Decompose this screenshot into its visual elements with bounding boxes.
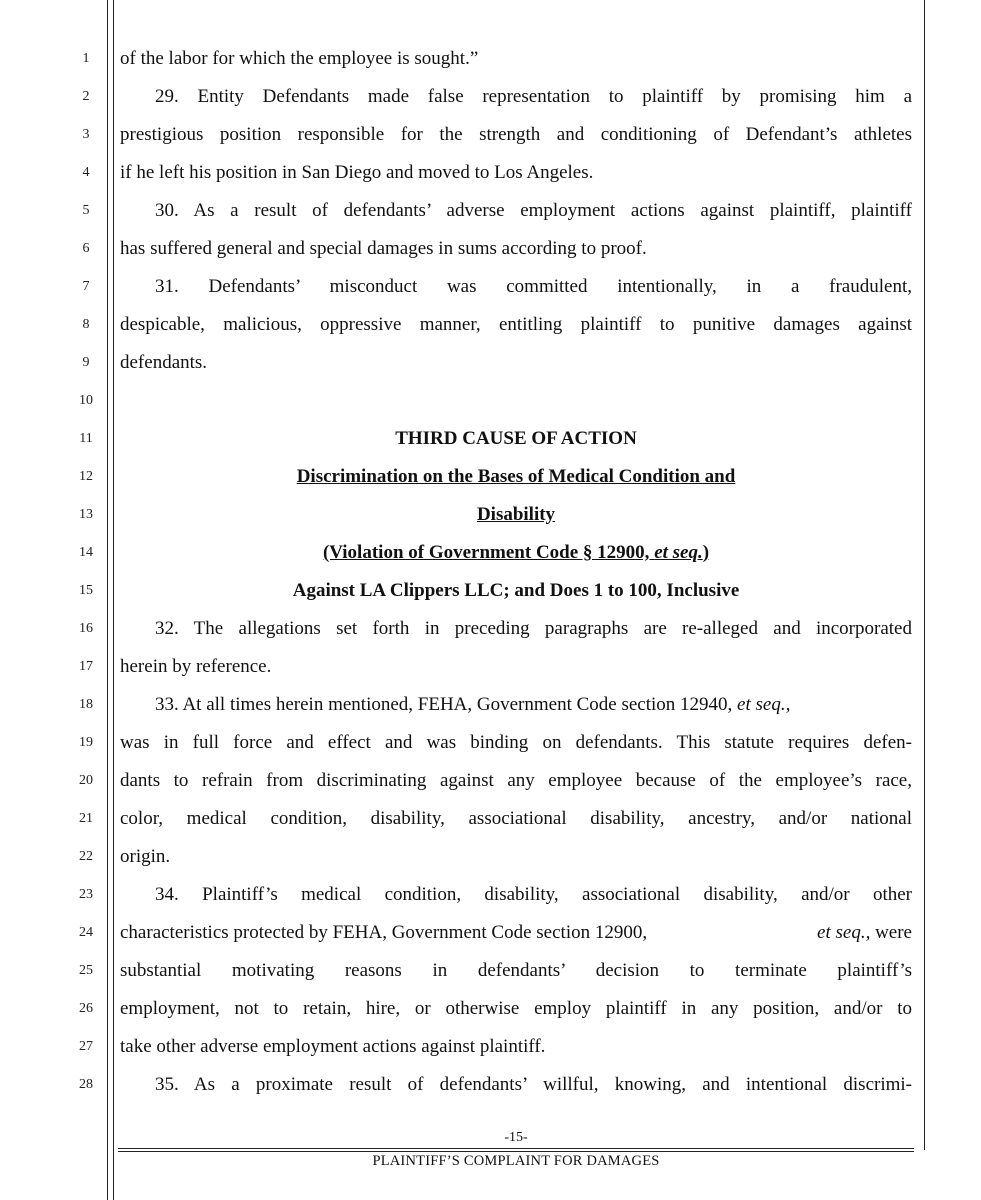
- line-number: 13: [79, 507, 93, 522]
- text-line: employment, not to retain, hire, or otherwise employ plaintiff in any position, and/or to: [120, 998, 912, 1019]
- line-number: 8: [82, 317, 90, 332]
- text-line: take other adverse employment actions against plaintiff.: [120, 1036, 546, 1057]
- text-line: origin.: [120, 846, 171, 867]
- paragraph-34-line: 34. Plaintiff’s medical condition, disability, associational disability, and/or other: [155, 884, 912, 905]
- paragraph-32-line: 32. The allegations set forth in preceding paragraphs are re-alleged and incorporated: [155, 618, 912, 639]
- cause-subtitle-line-1: [120, 458, 912, 496]
- line-number: 15: [79, 583, 93, 598]
- line-number: 28: [79, 1077, 93, 1092]
- text-line: color, medical condition, disability, associational disability, ancestry, and/or national: [120, 808, 912, 829]
- paragraph-33-line: [120, 686, 912, 724]
- paragraph-31-line: 31. Defendants’ misconduct was committed intentionally, in a fraudulent,: [155, 276, 912, 297]
- line-number: 24: [79, 925, 93, 940]
- line-number: 23: [79, 887, 93, 902]
- text-line: was in full force and effect and was binding on defendants. This statute requires defen-: [120, 732, 912, 753]
- line-number: 5: [82, 203, 90, 218]
- et-seq-italic: et seq.,: [817, 922, 871, 943]
- statute-reference-line: [120, 534, 912, 572]
- line-number: 7: [82, 279, 90, 294]
- line-number: 16: [79, 621, 93, 636]
- statute-text: (Violation of Government Code § 12900,: [322, 542, 655, 563]
- footer-rule: [118, 1148, 914, 1149]
- paragraph-29-line: 29. Entity Defendants made false representation to plaintiff by promising him a: [155, 86, 912, 107]
- text-line: despicable, malicious, oppressive manner, entitling plaintiff to punitive damages against: [120, 314, 912, 335]
- line-number: 21: [79, 811, 93, 826]
- text-span: 33. At all times herein mentioned, FEHA, Government Code section 12940,: [155, 694, 738, 715]
- text-line: has suffered general and special damages in sums according to proof.: [120, 238, 647, 259]
- et-seq-italic: et seq.,: [737, 694, 791, 715]
- line-number: 10: [79, 393, 93, 408]
- line-number: 27: [79, 1039, 93, 1054]
- line-number: 18: [79, 697, 93, 712]
- line-number: 9: [82, 355, 90, 370]
- text-line: dants to refrain from discriminating against any employee because of the employee’s race,: [120, 770, 912, 791]
- text-line: prestigious position responsible for the strength and conditioning of Defendant’s athletes: [120, 124, 912, 145]
- line-number: 12: [79, 469, 93, 484]
- line-number: 11: [79, 431, 93, 446]
- page-number: -15-: [504, 1130, 528, 1145]
- line-number: 20: [79, 773, 93, 788]
- text-span: were: [870, 922, 912, 943]
- line-number: 26: [79, 1001, 93, 1016]
- line-number: 1: [82, 51, 90, 66]
- line-number: 17: [79, 659, 93, 674]
- cause-subtitle-line-2: [120, 496, 912, 534]
- left-margin-rule: [107, 0, 108, 1200]
- statute-et-seq: et seq.: [654, 542, 703, 563]
- right-margin-rule: [924, 0, 925, 1150]
- line-number: 3: [82, 127, 90, 142]
- paragraph-35-line: 35. As a proximate result of defendants’ willful, knowing, and intentional discrimi-: [155, 1074, 912, 1095]
- text-line: defendants.: [120, 352, 208, 373]
- text-line: substantial motivating reasons in defendants’ decision to terminate plaintiff’s: [120, 960, 912, 981]
- left-margin-rule-inner: [113, 0, 114, 1200]
- line-number: 22: [79, 849, 93, 864]
- line-number: 19: [79, 735, 93, 750]
- cause-subtitle-text: Discrimination on the Bases of Medical Condition and: [296, 466, 736, 487]
- footer-rule: [118, 1151, 914, 1152]
- cause-subtitle-text: Disability: [476, 504, 556, 525]
- line-number: 25: [79, 963, 93, 978]
- line-number: 14: [79, 545, 93, 560]
- footer-document-title: PLAINTIFF’S COMPLAINT FOR DAMAGES: [372, 1153, 660, 1169]
- line-number: 2: [82, 89, 90, 104]
- cause-of-action-heading: THIRD CAUSE OF ACTION: [395, 428, 637, 449]
- text-span: characteristics protected by FEHA, Government Code section 12900,: [120, 922, 648, 943]
- text-line: herein by reference.: [120, 656, 272, 677]
- against-parties-line: Against LA Clippers LLC; and Does 1 to 100, Inclusive: [292, 580, 740, 601]
- text-line: of the labor for which the employee is sought.”: [120, 48, 479, 69]
- paragraph-30-line: 30. As a result of defendants’ adverse employment actions against plaintiff, plaintiff: [155, 200, 912, 221]
- text-line: if he left his position in San Diego and moved to Los Angeles.: [120, 162, 594, 183]
- text-line: [120, 914, 912, 952]
- line-number: 4: [82, 165, 90, 180]
- line-number: 6: [82, 241, 90, 256]
- statute-close-paren: ): [702, 542, 710, 563]
